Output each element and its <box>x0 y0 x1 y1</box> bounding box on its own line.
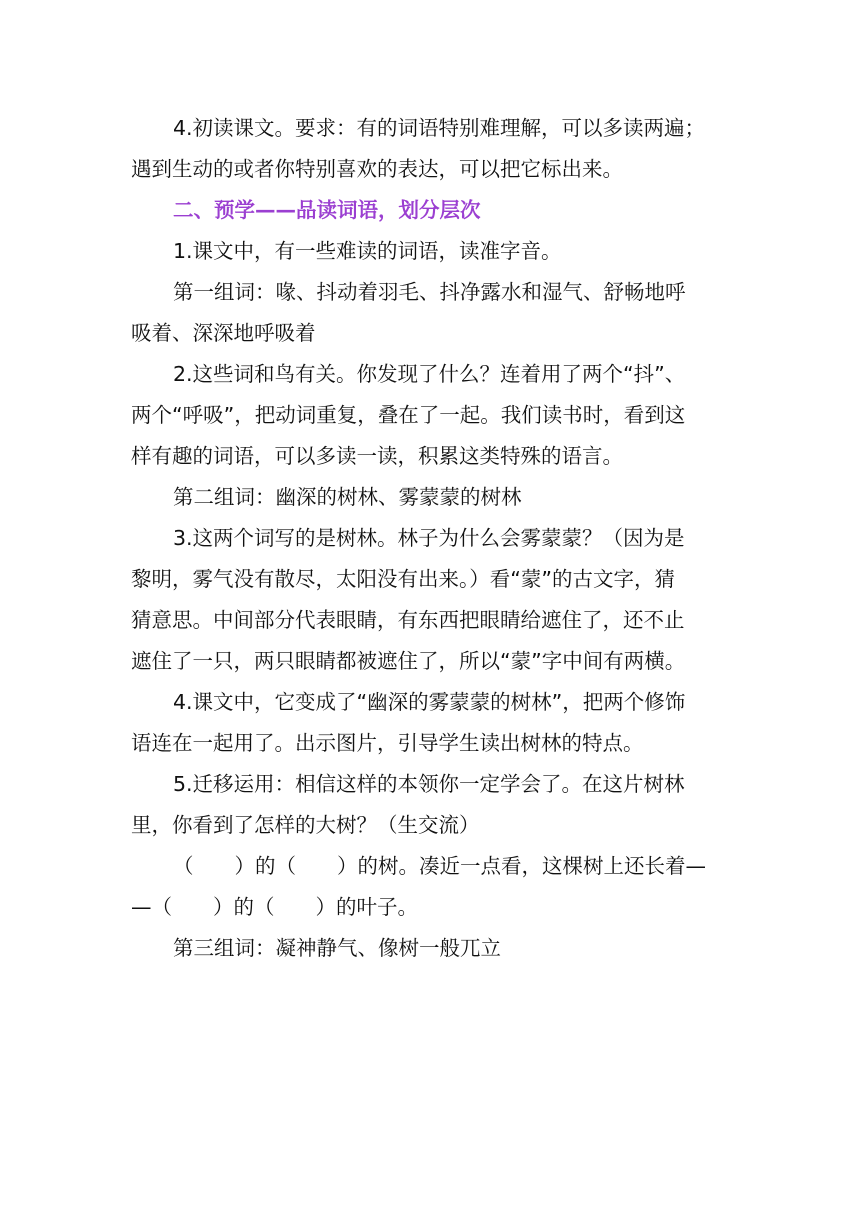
fill-in-blank-line: —（ ）的（ ）的叶子。 <box>131 895 418 919</box>
body-text-upper <box>131 108 731 969</box>
paragraph-line: 遇到生动的或者你特别喜欢的表达，可以把它标出来。 <box>131 157 623 181</box>
section-heading: 二、预学——品读词语，划分层次 <box>173 198 481 222</box>
paragraph-line: 第一组词：喙、抖动着羽毛、抖净露水和湿气、舒畅地呼 <box>173 280 686 304</box>
paragraph-line: 1.课文中，有一些难读的词语，读准字音。 <box>173 239 562 263</box>
paragraph-line: 猜意思。中间部分代表眼睛，有东西把眼睛给遮住了，还不止 <box>131 608 685 632</box>
paragraph-line: 第二组词：幽深的树林、雾蒙蒙的树林 <box>173 485 522 509</box>
paragraph-line: 黎明，雾气没有散尽，太阳没有出来。）看“蒙”的古文字，猜 <box>131 567 675 591</box>
paragraph-line: 2.这些词和鸟有关。你发现了什么？连着用了两个“抖”、 <box>173 362 686 386</box>
paragraph-line: 5.迁移运用：相信这样的本领你一定学会了。在这片树林 <box>173 772 685 796</box>
paragraph-line: 吸着、深深地呼吸着 <box>131 321 316 345</box>
paragraph-line: 4.课文中，它变成了“幽深的雾蒙蒙的树林”，把两个修饰 <box>173 690 686 714</box>
fill-in-blank-line: （ ）的（ ）的树。凑近一点看，这棵树上还长着— <box>173 854 706 878</box>
paragraph-line: 里，你看到了怎样的大树？（生交流） <box>131 813 480 837</box>
paragraph-line: 遮住了一只，两只眼睛都被遮住了，所以“蒙”字中间有两横。 <box>131 649 686 673</box>
paragraph-line: 样有趣的词语，可以多读一读，积累这类特殊的语言。 <box>131 444 623 468</box>
paragraph-line: 3.这两个词写的是树林。林子为什么会雾蒙蒙？（因为是 <box>173 526 685 550</box>
paragraph-line: 语连在一起用了。出示图片，引导学生读出树林的特点。 <box>131 731 644 755</box>
paragraph-line: 第三组词：凝神静气、像树一般兀立 <box>173 936 501 960</box>
paragraph-line: 4.初读课文。要求：有的词语特别难理解，可以多读两遍； <box>173 116 706 140</box>
paragraph-line: 两个“呼吸”，把动词重复，叠在了一起。我们读书时，看到这 <box>131 403 686 427</box>
